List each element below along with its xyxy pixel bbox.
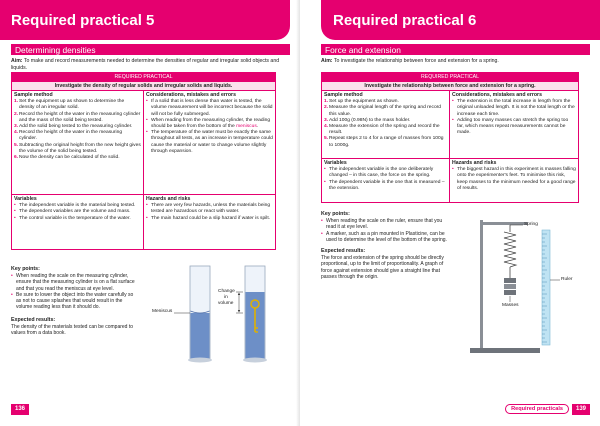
item-text: Add the solid being tested to the measuring cylinder. xyxy=(19,123,133,129)
table-title: REQUIRED PRACTICAL xyxy=(12,73,276,82)
list-item: • When reading the scale on the ruler, ensure that you read it at eye level. xyxy=(321,218,448,231)
variables-heading: Variables xyxy=(324,160,347,167)
results-text: The density of the materials tested can be compared to values from a data book. xyxy=(11,323,134,337)
considerations-heading: Considerations, mistakes and errors xyxy=(452,92,542,99)
list-item: • When reading from the measuring cylinder, the reading should be taken from the bottom of the meniscus. xyxy=(146,118,273,130)
masses xyxy=(504,278,516,295)
method-cell xyxy=(322,91,450,159)
banner-title: Required practical 6 xyxy=(333,11,477,29)
list-number: 5. xyxy=(324,136,329,142)
list-item: • The biggest hazard in this experiment is masses falling onto the experimenter's feet. To minimise this risk, keep masses to the minimum needed for a good range of results. xyxy=(452,167,576,192)
right-page xyxy=(300,0,600,426)
list-item: • When reading the scale on the measuring cylinder, ensure that the measuring cylinder is on a flat surface and that you read the meniscus at eye level. xyxy=(11,273,139,292)
section-title: Force and extension xyxy=(325,44,401,55)
list-item: • Be sure to lower the object into the water carefully so as not to cause splashes that would result in the volume reading less than it should do. xyxy=(11,292,139,311)
list-item: • The extension is the total increase in length from the original unloaded length. It is not the total length or the increase each time. xyxy=(452,99,576,118)
banner-title: Required practical 5 xyxy=(11,11,155,29)
considerations-cell xyxy=(144,91,276,195)
list-item: • The control variable is the temperature of the water. xyxy=(14,216,141,222)
list-number: 5. xyxy=(14,142,19,148)
masses-label: Masses xyxy=(502,303,519,308)
aim-body: To investigate the relationship between force and extension for a spring. xyxy=(333,58,499,64)
list-number: 2. xyxy=(14,111,19,117)
page-number: 136 xyxy=(11,404,29,415)
list-item: • The dependent variable is the one that is measured – the extension. xyxy=(324,180,447,192)
item-text: Set the equipment up as shown to determine the density of an irregular solid. xyxy=(19,99,125,111)
item-text: Record the height of the water in the measuring cylinder and the mass of the solid being tested. xyxy=(19,111,141,123)
spring xyxy=(504,225,516,278)
clamp-stand xyxy=(480,220,483,350)
spring-diagram xyxy=(460,210,590,360)
item-text: Set up the equipment as shown. xyxy=(329,99,399,105)
list-number: 4. xyxy=(324,123,329,129)
list-item: • A marker, such as a pin mounted in Plasticine, can be used to determine the level of the bottom of the spring. xyxy=(321,231,448,244)
variables-cell xyxy=(12,195,144,250)
footer xyxy=(505,403,590,415)
list-number: 3. xyxy=(324,117,329,123)
page-banner xyxy=(0,0,290,40)
list-item xyxy=(14,155,141,161)
page-banner xyxy=(321,0,600,40)
considerations-list xyxy=(452,99,576,136)
cylinder-base xyxy=(188,358,212,363)
list-item: • If a solid that is less dense than water is tested, the volume measurement will be incorrect because the solid will not be fully submerged. xyxy=(146,99,273,118)
method-heading: Sample method xyxy=(14,92,53,99)
section-title: Determining densities xyxy=(15,44,96,55)
ruler-label: Ruler xyxy=(561,277,573,282)
page-number: 139 xyxy=(572,404,590,415)
table-subtitle: Investigate the density of regular solids and irregular solids and liquids. xyxy=(12,82,276,91)
results-heading: Expected results: xyxy=(11,316,56,323)
stand-base xyxy=(470,348,540,353)
item-text: Measure the extension of the spring and record the result. xyxy=(329,123,440,136)
practical-table xyxy=(321,72,579,203)
item-text: When reading from the measuring cylinder, the reading should be taken from the bottom of the xyxy=(151,117,271,129)
list-number: 1. xyxy=(14,99,19,105)
list-number: 1. xyxy=(324,99,329,105)
method-cell xyxy=(12,91,144,195)
list-number: 3. xyxy=(14,123,19,129)
hazards-heading: Hazards and risks xyxy=(452,160,497,167)
list-item xyxy=(324,105,447,117)
method-list xyxy=(324,99,447,149)
clamp-arm xyxy=(480,222,528,225)
list-item xyxy=(14,143,141,155)
change-label: volume xyxy=(218,301,234,306)
footer-section-label: Required practicals xyxy=(505,404,569,414)
meniscus-label: Meniscus xyxy=(152,309,173,314)
considerations-cell xyxy=(450,91,579,159)
spring-apparatus-illustration xyxy=(460,210,590,360)
list-number: 2. xyxy=(324,105,329,111)
list-item: • Adding too many masses can stretch the spring too far, which means repeat measurements cannot be made. xyxy=(452,118,576,137)
key-points xyxy=(11,266,139,336)
results-text: The force and extension of the spring should be directly proportional, up to the limit of proportionality. A graph of force against extension should give a straight line that passes through the origin. xyxy=(321,255,444,281)
aim-body: To make and record measurements needed to determine the densities of regular and irregular solid objects and liquids. xyxy=(11,58,280,71)
table-title: REQUIRED PRACTICAL xyxy=(322,73,579,82)
footer xyxy=(11,403,29,415)
item-text: Subtracting the original height from the new height gives the volume of the solid being tested. xyxy=(19,142,141,154)
item-text: Repeat steps 2 to 4 for a range of masses from 100g to 1000g. xyxy=(329,136,444,148)
aim-label: Aim: xyxy=(11,58,23,64)
change-label: in xyxy=(224,295,228,300)
list-item: • The independent variable is the material being tested. xyxy=(14,203,141,209)
aim-label: Aim: xyxy=(321,58,333,64)
density-diagram xyxy=(150,258,280,368)
section-title-bar xyxy=(321,44,590,55)
practical-table xyxy=(11,72,276,250)
item-text: Measure the original length of the spring and record this value. xyxy=(329,105,442,117)
item-text: Now the density can be calculated of the solid. xyxy=(19,154,120,160)
ruler xyxy=(542,230,550,345)
variables-heading: Variables xyxy=(14,196,37,203)
list-number: 6. xyxy=(14,154,19,160)
table-subtitle: Investigate the relationship between force and extension for a spring. xyxy=(322,82,579,91)
key-points-heading: Key points: xyxy=(11,266,40,272)
list-item: • The independent variable is the one deliberately changed – in this case, the force on the spring. xyxy=(324,167,447,179)
considerations-heading: Considerations, mistakes and errors xyxy=(146,92,236,99)
highlight-word: meniscus xyxy=(236,123,257,129)
key-points-list xyxy=(11,273,139,311)
list-item: • The temperature of the water must be exactly the same throughout all tests, as an increase in temperature could cause the material or water to change volume slightly through expansion. xyxy=(146,130,273,155)
aim-text xyxy=(11,58,280,72)
list-item xyxy=(324,136,447,148)
list-item xyxy=(14,130,141,142)
key-points xyxy=(321,211,448,280)
section-title-bar xyxy=(11,44,290,55)
list-item xyxy=(324,124,447,136)
list-item xyxy=(14,112,141,124)
results-heading: Expected results: xyxy=(321,248,366,255)
list-item: • The main hazard could be a slip hazard if water is spilt. xyxy=(146,216,273,222)
hazards-cell xyxy=(450,159,579,203)
list-item xyxy=(14,99,141,111)
list-item: • The dependent variables are the volume and mass. xyxy=(14,209,141,215)
variables-cell xyxy=(322,159,450,203)
method-list xyxy=(14,99,141,161)
variables-list xyxy=(14,203,141,222)
hazards-list xyxy=(146,203,273,222)
hazards-list xyxy=(452,167,576,192)
hazards-cell xyxy=(144,195,276,250)
list-number: 4. xyxy=(14,130,19,136)
key-points-heading: Key points: xyxy=(321,211,350,217)
spring-label: Spring xyxy=(524,222,538,227)
item-text: Add 100g (0.98N) to the mass holder. xyxy=(329,117,411,123)
list-item: • There are very few hazards, unless the materials being tested are hazardous or react with water. xyxy=(146,203,273,215)
change-label: Change xyxy=(218,289,235,294)
variables-list xyxy=(324,167,447,192)
cylinder-base xyxy=(243,358,267,363)
water-left xyxy=(191,313,210,360)
method-heading: Sample method xyxy=(324,92,363,99)
considerations-list xyxy=(146,99,273,155)
hazards-heading: Hazards and risks xyxy=(146,196,191,203)
key-points-list xyxy=(321,218,448,243)
item-text: Record the height of the water in the measuring cylinder. xyxy=(19,130,123,142)
aim-text xyxy=(321,58,590,65)
